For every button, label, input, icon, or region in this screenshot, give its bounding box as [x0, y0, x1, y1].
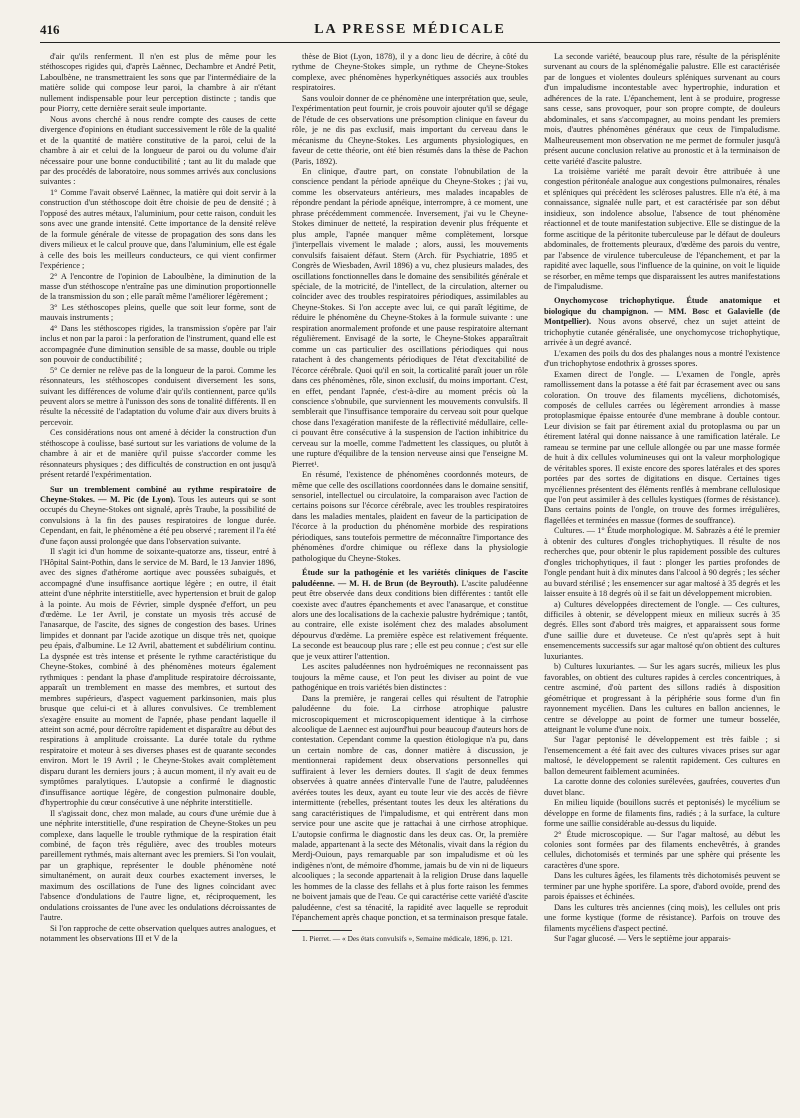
footnote-rule: [292, 930, 352, 931]
section-pic: [40, 485, 276, 548]
section-author: — M. Pic (de Lyon).: [94, 495, 176, 505]
paragraph: L'examen des poils du dos des phalanges nous a montré l'existence d'un trichophytose endothrix à grosses spores.: [544, 348, 780, 369]
paragraph: Cultures. — 1° Étude morphologique. M. Sabrazès a été le premier à obtenir des cultures d'ongles trichophytiques. Il résulte de nos recherches que, pour obtenir le plus rapidement possible des cultures d'ongles trichophytiques, il faut : plonger les parties profondes de l'ongle pendant huit à dix minutes dans l'alcool à 90 degrés ; les sécher au buvard stérilisé ; les ensemencer sur agar maltosé à 35 degrés et les laisser ensuite à 18 degrés où il se fait un développement microbien.: [544, 526, 780, 599]
paragraph: a) Cultures développées directement de l'ongle. — Ces cultures, difficiles à obtenir, se développent mieux en milieux sucrés à 35 degrés. Elles sont d'abord très maigres, et apparaissent sous forme d'une saillie dure et duveteuse. Ce n'est qu'après sept à huit ensemencements successifs sur agar maltosé qu'on obtient des cultures luxuriantes.: [544, 599, 780, 661]
paragraph: En résumé, l'existence de phénomènes coordonnés moteurs, de même que celle des oscillations coordonnées dans le domaine sensitif, sensoriel, intellectuel ou circulatoire, la comparaison avec l'action de certains poisons sur l'écorce cérébrale, avec les troubles respiratoires dans les maladies mentales, plaident en faveur de la participation de l'écorce à la production du phénomène morbide des respirations périodiques, sans toutefois permettre de méconnaître l'importance des phénomènes d'ordre chimique ou réflexe dans la physiologie pathologique du Cheyne-Stokes.: [292, 470, 528, 563]
section-author: — M. H. de Brun (de Beyrouth).: [334, 578, 459, 588]
col1b-paragraphs: [40, 547, 276, 944]
section-title: Étude sur la pathogénie et les variétés cliniques de l'ascite paludéenne.: [292, 568, 528, 588]
page-header: [40, 22, 780, 42]
col3b-paragraphs: [544, 349, 780, 945]
paragraph: 2° Étude microscopique. — Sur l'agar maltosé, au début les colonies sont formées par des filaments enchevêtrés, à grandes cellules, dichotomisés et terminés par une sphère qui présente les caractères d'une spore.: [544, 829, 780, 870]
col1-paragraphs: [40, 52, 276, 481]
paragraph: En milieu liquide (bouillons sucrés et peptonisés) le mycélium se développe en forme de filaments fins, radiés ; à la surface, la culture forme une saillie considérable au-dessus du liquide.: [544, 798, 780, 829]
paragraph: La seconde variété, beaucoup plus rare, résulte de la périsplénite survenant au cours de la splénomégalie palustre. Elle est caractérisée par de longues et violentes douleurs spléniques survenant au cours d'un impaludisme incontestable avec hypertrophie, induration et adhérences de la rate. L'épanchement, lent à se produire, progresse sans cesse, sans provoquer, pour son propre compte, de douleurs abdominales, et sans s'accompagner, au moins pendant les premiers mois, d'autres phénomènes généraux que ceux de l'impaludisme. Malheureusement mon observation ne me permet de formuler jusqu'à présent aucune conclusion relative au pronostic et à la terminaison de cette variété d'ascite palustre.: [544, 52, 780, 166]
section-title: Onychomycose trichophytique. Étude anatomique et biologique du champignon.: [544, 296, 780, 316]
paragraph: Examen direct de l'ongle. — L'examen de l'ongle, après ramollissement dans la potasse a été fait par écrasement avec ou sans coloration. On trouve des filaments mycéliens, dichotomisés, composés de cellules carrées ou légèrement arrondies à masse protoplasmique épaisse entourée d'une membrane à double contour. Leur division se fait par étirement axial du protoplasma ou par un étirement latéral qui donne naissance à une ramification latérale. Le rameau se termine par une cellule allongée ou par une masse formée de huit à dix cellules volumineuses qui ont la valeur morphologique de véritables spores. Il existe encore des spores latérales et des spores portées par des sortes de digitations en disque. Certaines tiges mycéliennes présentent des éléments renflés à membrane cellulosique que l'on peut assimiler à des cellules kystiques (formes de résistance). Dans certains points de l'ongle, on trouve des formes irrégulières, flagellées et terminées en massue (formes de souffrance).: [544, 369, 780, 525]
paragraph: Il s'agissait donc, chez mon malade, au cours d'une urémie due à une néphrite interstitielle, d'une respiration de Cheyne-Stokes un peu complexe, dans laquelle le trouble rythmique de la respiration était combiné, de façon très régulière, avec des troubles moteurs pareillement rythmés, mais alternant avec les premiers. Si l'on voulait, par un graphique, représenter le double phénomène noté simultanément, on aurait deux courbes exactement inverses, le maximum des oscillations de l'une des lignes coïncidant avec l'absence d'ondulations de l'autre ligne, et, réciproquement, les ondulations croissantes de l'une avec les ondulations décroissantes de l'autre.: [40, 808, 276, 923]
paragraph: 4° Dans les stéthoscopes rigides, la transmission s'opère par l'air inclus et non par la paroi : la perforation de l'instrument, quand elle est accompagnée d'une diminution sensible de sa masse, double ou triple son pouvoir de conductibilité ;: [40, 323, 276, 365]
section-text: Tous les auteurs qui se sont occupés du Cheyne-Stokes ont signalé, après Traube, la possibilité de convulsions à la fin des pauses respiratoires de longue durée. Cependant, en fait, le phénomène a été peu observé ; rarement il l'a été d'une façon aussi prolongée que dans l'observation suivante.: [40, 495, 276, 546]
paragraph: Nous avons cherché à nous rendre compte des causes de cette divergence d'opinions en étudiant successivement le rôle de la qualité et de la quantité de matière constitutive de la paroi, celui de la chambre à air et celui de la longueur de paroi ou du volume d'air nécessaire pour une bonne conductibilité ; tant au lit du malade que par des procédés de laboratoire, nous sommes arrivés aux conclusions suivantes :: [40, 114, 276, 187]
paragraph: 1° Comme l'avait observé Laënnec, la matière qui doit servir à la construction d'un stéthoscope doit être choisie de peu de densité ; à l'opposé des autres métaux, l'aluminium, pour cette raison, conduit les sons avec une grande intensité. Cette importance de la densité relève de la formule générale de vitesse de propagation des sons dans les divers milieux et le calcul prouve que, dans l'aluminium, elle est égale à celle des bois les meilleurs conducteurs, ce qui vient confirmer l'expérience ;: [40, 187, 276, 271]
page-number: 416: [40, 22, 60, 37]
paragraph: En clinique, d'autre part, on constate l'obnubilation de la conscience pendant la période apnéique du Cheyne-Stokes ; j'ai vu, comme les observateurs antérieurs, mes malades incapables de répondre pendant la période apnéique, interrompre, à ce moment, une phrase précédemment commencée. Inversement, j'ai vu le Cheyne-Stokes diminuer de netteté, la respiration devenir plus fréquente et plus ample, l'apnée manquer même complètement, lorsque j'interpellais vivement le malade ; alors, aussi, les mouvements convulsifs faisaient défaut. Stern (Arch. für Psychiatrie, 1895 et Congrès de Wiesbaden, Avril 1896) a vu, chez plusieurs malades, des oscillations fonctionnelles dans le domaine des sensibilités générale et spéciale, de la motricité, de l'intellect, de la circulation, alterner ou coïncider avec des troubles respiratoires périodiques, assimilables au Cheyne-Stokes. Si l'on accepte avec lui, ce qui paraît légitime, de réduire le phénomène du Cheyne-Stokes à la formule suivante : une respiration anormalement profonde et une pause respiratoire alternant régulièrement. Envisagé de la sorte, le Cheyne-Stokes apparaîtrait comme un cas particulier des oscillations périodiques qui nous ratachent à des changements périodiques de l'état d'excitabilité de l'écorce cérébrale. Quoi qu'il en soit, la corticalité paraît jouer un rôle dans ces phénomènes, rôle, sinon exclusif, du moins important. C'est, en effet, pendant l'apnée, c'est-à-dire au moment précis où la conscience s'obnubile, que surviennent les mouvements convulsifs. Il semblerait que l'insuffisance temporaire du cerveau soit pour quelque chose dans l'exagération manifeste de la réflectivité médullaire, celle-ci pouvant être consécutive à la suspension de l'action inhibitrice du cerveau sur la moelle, comme l'admettent les classiques, ou plutôt à une rupture d'équilibre de la tension nerveuse ainsi que l'enseigne M. Pierret¹.: [292, 166, 528, 469]
section-text: Nous avons observé, chez un sujet atteint de trichophytie cutanée généralisée, une onychomycose trichophytique, arrivée à un degré avancé.: [544, 317, 780, 348]
paragraph: Dans la première, je rangerai celles qui résultent de l'atrophie paludéenne du foie. La cirrhose atrophique palustre microscopiquement et microscopiquement identique à la cirrhose alcoolique de Laennec est aujourd'hui pour beaucoup d'auteurs hors de contestation. Cependant comme la question étiologique n'a pu, dans un certain nombre de cas, donner matière à discussion, je mentionnerai rapidement deux observations personnelles qui suffiraient à lever les derniers doutes. Il s'agit de deux femmes observées à quatre années d'intervalle l'une de l'autre, paludéennes avérées toutes les deux, ayant eu toute leur vie des accès de fièvre intermittente (rebelles, présentant toutes les deux les altérations du sang caractéristiques de l'impaludisme, et qui entrèrent dans mon service pour une ascite que je rattachai à une cirrhose atrophique. L'autopsie confirma le diagnostic dans les deux cas. Or, la première malade, appartenant à la secte des Métonalis, vivait dans la région du Merdj-Ouioun, pays remarquable par son impaludisme et où les indigènes n'ont, de mémoire d'homme, jamais bu de vin ni de liqueurs alcooliques ; la seconde appartenait à la religion Druse dans laquelle les hommes de la classe des fellahs et à plus forte raison les femmes ne boivent jamais que de l'eau. Ce qui caractérise cette variété d'ascite paludéenne, c'est sa ténacité, la rapidité avec laquelle se reproduit l'épanchement après chaque ponction, et sa terminaison presque fatale.: [292, 693, 528, 923]
section-title: Sur un tremblement combiné au rythme respiratoire de Cheyne-Stokes.: [40, 484, 276, 505]
paragraph: 3° Les stéthoscopes pleins, quelle que soit leur forme, sont de mauvais instruments ;: [40, 302, 276, 323]
paragraph: La troisième variété me paraît devoir être attribuée à une congestion péritonéale analogue aux congestions pulmonaires, rénales et spléniques qui précèdent les scléroses palustres. Elle n'a été, à ma connaissance, signalée nulle part, et est caractérisée par son début insidieux, son indolence absolue, l'absence de tout phénomène réactionnel et de toute manifestation subjective. Elle se distingue de la forme ascitique de la péritonite tuberculeuse par le défaut de douleurs abdominales, de frottements pleuraux, d'œdème des parois du ventre, par l'absence de virulence tuberculeuse de l'épanchement, et par la rapidité avec laquelle, sous l'influence de la quinine, on voit le liquide se résorber, en même temps que disparaissent les autres manifestations de l'impaludisme.: [544, 166, 780, 291]
paragraph: Sans vouloir donner de ce phénomène une interprétation que, seule, l'expérimentation peut fournir, je crois pouvoir ajouter qu'il se dégage de l'étude de ces observations une présomption clinique en faveur du rôle, je ne dis pas exclusif, mais important du cerveau dans le mécanisme du Cheyne-Stokes. Les arguments physiologiques, en faveur de cette théorie, ont été bien résumés dans la thèse de Pachon (Paris, 1892).: [292, 93, 528, 166]
paragraph: Il s'agit ici d'un homme de soixante-quatorze ans, tisseur, entré à l'Hôpital Saint-Pothin, dans le service de M. Bard, le 13 Janvier 1896, avec des signes d'athérome aortique avec poussées subaiguës, et accompagné d'une insuffisance aortique légère ; en outre, il était atteint d'une néphrite interstitielle, avec hypertension et bruit de galop à la pointe. Au mois de Février, simple dyspnée d'effort, un peu d'œdème. Le 1er Avril, je constate un myosis très accusé de l'anasarque, de l'ascite, des signes de congestion des bases. Urines limpides et donnant par l'acide azotique un disque très net, quoique peu épais, d'albumine. Le 12 Avril, abattement et subdélirium continu. La dyspnée est très intense et présente le rythme caractéristique du Cheyne-Stokes, combiné à des phénomènes moteurs également rythmiques : pendant la phase d'amplitude respiratoire décroissante, apparaît un tremblement en masse des membres, et surtout des membres supérieurs, d'aspect vaguement parkinsonien, mais plus brusque que celui-ci et à allures convulsives. Ce tremblement s'exagère ensuite au moment de l'apnée, phase pendant laquelle il atteint son acmé, pour décroître rapidement et disparaître au début des respirations à amplitude croissante. La durée totale du rythme respiratoire et moteur à ses diverses phases est de quarante secondes environ. Mort le 19 Avril ; le Cheyne-Stokes avait complètement disparu durant les derniers jours ; à aucun moment, il n'y avait eu de symptômes paralytiques. L'autopsie a confirmé le diagnostic d'insuffisance aortique légère, de congestion pulmonaire double, d'hypertrophie du cœur consécutive à une néphrite interstitielle.: [40, 547, 276, 808]
section-de-brun: [292, 568, 528, 662]
paragraph: d'air qu'ils renferment. Il n'en est plus de même pour les stéthoscopes rigides qui, d'après Laënnec, Dechambre et André Petit, Laboulbène, ne transmettraient les sons que par l'intermédiaire de la matière solide qui compose leur paroi, la chambre à air n'étant nullement indispensable pour leur perception distincte ; tandis que pour Piorry, cette dernière serait seule importante.: [40, 52, 276, 114]
section-author: — MM. Bosc et Galavielle (de Montpellier).: [544, 306, 780, 327]
col2-paragraphs: [292, 52, 528, 564]
column-3: [544, 52, 780, 1102]
paragraph: thèse de Biot (Lyon, 1878), il y a donc lieu de décrire, à côté du rythme de Cheyne-Stokes simple, un rythme de Cheyne-Stokes complexe, avec phénomènes hyperkynétiques associés aux troubles respiratoires.: [292, 52, 528, 93]
journal-title: LA PRESSE MÉDICALE: [314, 22, 506, 37]
column-1: [40, 52, 276, 1102]
paragraph: Sur l'agar peptonisé le développement est très faible ; si l'ensemencement a été fait avec des cultures vivaces prises sur agar maltosé, le développement se ralentit rapidement. Ces cultures en ballon demeurent faiblement acuminées.: [544, 735, 780, 776]
paragraph: Ces considérations nous ont amené à décider la construction d'un stéthoscope à coulisse, basé surtout sur les variations de volume de la chambre à air et de manière qu'il puisse s'accorder comme les résonnateurs physiques ; des difficultés de construction en ont jusqu'à présent retardé l'expérimentation.: [40, 428, 276, 480]
paragraph: Dans les cultures très anciennes (cinq mois), les cellules ont pris une forme kystique (forme de résistance). Parfois on trouve des filaments mycéliens d'aspect pectiné.: [544, 902, 780, 933]
paragraph: 5° Ce dernier ne relève pas de la longueur de la paroi. Comme les résonnateurs, les stéthoscopes conduisent diversement les sons, suivant les différences de volume d'air qu'ils contiennent, parce qu'ils peuvent alors se mettre à l'unisson des sons de tonalité différents. Il en résulte la nécessité de l'adaptation du volume d'air aux divers bruits à percevoir.: [40, 365, 276, 427]
paragraph: Si l'on rapproche de cette observation quelques autres analogues, et notamment les observations III et V de la: [40, 923, 276, 944]
col2b-paragraphs: [292, 662, 528, 923]
section-bosc: [544, 296, 780, 348]
section-text: L'ascite paludéenne peut être observée dans deux conditions bien différentes : tantôt elle coexiste avec d'autres épanchements et avec l'anasarque, et constitue alors une des localisations de la cachexie palustre hydrémique ; tantôt, au contraire, elle existe isolément chez des malades absolument dépourvus d'œdème. La première espèce est relativement fréquente. La seconde est beaucoup plus rare ; elle est peu connue ; c'est sur elle que je veux attirer l'attention.: [292, 578, 528, 661]
header-rule: [40, 42, 780, 43]
paragraph: 2° A l'encontre de l'opinion de Laboulbène, la diminution de la masse d'un stéthoscope n'entraîne pas une diminution proportionnelle de la transmission du son ; elle paraît même l'améliorer légèrement ;: [40, 271, 276, 302]
paragraph: b) Cultures luxuriantes. — Sur les agars sucrés, milieux les plus favorables, on obtient des cultures rapides à cercles concentriques, à centre ascminé, d'où partent des sillons radiés à disposition géométrique et progressant à la périphérie sous forme d'un fin rayonnement mycélien. Dans les cultures en ballon anciennes, le centre se développe au point de former une tumeur bosselée, atteignant le volume d'une noix.: [544, 662, 780, 734]
col3-paragraphs: [544, 52, 780, 292]
paragraph: La carotte donne des colonies surélevées, gaufrées, couvertes d'un duvet blanc.: [544, 777, 780, 797]
paragraph: Dans les cultures âgées, les filaments très dichotomisés peuvent se terminer par une hyphe sporifère. La spore, d'abord ovoïde, prend des parois épaisses et échinées.: [544, 871, 780, 902]
paragraph: Les ascites paludéennes non hydroémiques ne reconnaissent pas toujours la même cause, et l'on peut les diviser au point de vue pathogénique en trois variétés bien distinctes :: [292, 662, 528, 693]
paragraph: Sur l'agar glucosé. — Vers le septième jour apparais-: [554, 934, 731, 944]
column-2: [292, 52, 528, 1102]
footnote: 1. Pierret. — « Des états convulsifs », Semaine médicale, 1896, p. 121.: [302, 933, 513, 943]
